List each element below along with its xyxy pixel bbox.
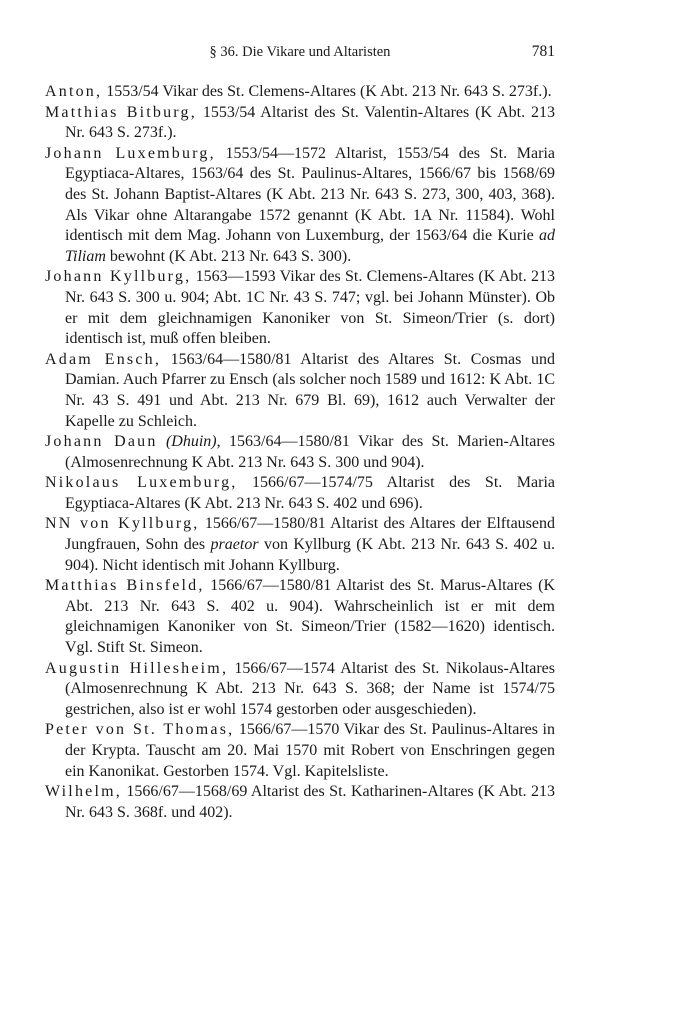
entry-johann-daun: [45, 432, 555, 473]
entry-name: Wilhelm,: [45, 783, 122, 801]
entry-peter-von-st-thomas: [45, 720, 555, 782]
entry-text: 1553/54—1572 Altarist, 1553/54 des St. Maria Egyptiaca-Altares, 1563/64 des St. Paulinus-Altares, 1566/67 bis 1568/69 des St. Johann Baptist-Altares (K Abt. 213 Nr. 643 S. 273, 300, 403, 368). Als Vikar ohne Altarangabe 1572 genannt (K Abt. 1A Nr. 11584). Wohl identisch mit dem Mag. Johann von Luxemburg, der 1563/64 die Kurie: [65, 144, 555, 245]
entry-text: 1553/54 Vikar des St. Clemens-Altares (K Abt. 213 Nr. 643 S. 273f.).: [102, 83, 552, 100]
entry-text: 1566/67—1580/81 Altarist des St. Marus-Altares (K Abt. 213 Nr. 643 S. 402 u. 904). Wahrscheinlich ist er mit dem gleichnamigen Kanoniker von St. Simeon/Trier (1582—1620) identisch. Vgl. Stift St. Simeon.: [65, 577, 556, 657]
entry-name: Adam Ensch,: [45, 350, 162, 368]
entry-nikolaus-luxemburg: [45, 473, 555, 514]
entry-text-continued: von Kyllburg (K Abt. 213 Nr. 643 S. 402 u. 904). Nicht identisch mit Johann Kyllburg.: [65, 536, 556, 574]
entry-name-variant: (Dhuin): [157, 433, 217, 451]
entry-augustin-hillesheim: [45, 659, 555, 721]
entry-text-continued: bewohnt (K Abt. 213 Nr. 643 S. 300).: [105, 247, 352, 265]
entry-list: [45, 82, 555, 823]
entry-name: Augustin Hillesheim,: [45, 659, 229, 677]
entry-name: Johann Daun: [45, 433, 158, 451]
entry-wilhelm: [45, 782, 555, 823]
entry-name: Peter von St. Thomas,: [45, 721, 235, 739]
entry-johann-kyllburg: [45, 267, 555, 349]
section-title: § 36. Die Vikare und Altaristen: [209, 44, 391, 60]
entry-italic-term: praetor: [210, 536, 259, 554]
page-number: 781: [531, 43, 555, 60]
entry-nn-von-kyllburg: [45, 514, 555, 576]
entry-name: NN von Kyllburg,: [45, 515, 200, 533]
entry-name: Johann Kyllburg,: [45, 268, 192, 286]
entry-text: 1566/67—1574/75 Altarist des St. Maria Egyptiaca-Altares (K Abt. 213 Nr. 643 S. 402 und 696).: [65, 474, 555, 512]
entry-name: Anton,: [45, 83, 103, 100]
entry-text: 1563/64—1580/81 Altarist des Altares St. Cosmas und Damian. Auch Pfarrer zu Ensch (als solcher noch 1589 und 1612: K Abt. 1C Nr. 43 S. 491 und Abt. 213 Nr. 679 Bl. 69), 1612 auch Verwalter der Kapelle zu Schleich.: [65, 350, 556, 430]
entry-adam-ensch: [45, 350, 555, 432]
entry-text: 1566/67—1574 Altarist des St. Nikolaus-Altares (Almosenrechnung K Abt. 213 Nr. 643 S. 368; der Name ist 1574/75 gestrichen, also ist er wohl 1574 gestorben oder ausgeschieden).: [65, 659, 556, 718]
entry-italic-term: ad Tiliam: [65, 227, 555, 265]
entry-anton: [45, 82, 555, 103]
entry-name: Matthias Binsfeld,: [45, 577, 205, 595]
entry-johann-luxemburg: [45, 144, 555, 268]
entry-name: Matthias Bitburg,: [45, 103, 197, 121]
entry-text: 1563—1593 Vikar des St. Clemens-Altares (K Abt. 213 Nr. 643 S. 300 u. 904; Abt. 1C Nr. 43 S. 747; vgl. bei Johann Münster). Ob er mit dem gleichnamigen Kanoniker von St. Simeon/Trier (s. dort) identisch ist, muß offen bleiben.: [65, 268, 556, 348]
running-head: [45, 44, 555, 64]
entry-text: , 1563/64—1580/81 Vikar des St. Marien-Altares (Almosenrechnung K Abt. 213 Nr. 643 S. 300 und 904).: [65, 433, 556, 471]
entry-text: 1566/67—1568/69 Altarist des St. Katharinen-Altares (K Abt. 213 Nr. 643 S. 368f. und 402).: [65, 783, 555, 821]
entry-name: Johann Luxemburg,: [45, 144, 216, 162]
entry-name: Nikolaus Luxemburg,: [45, 474, 238, 492]
entry-text: 1553/54 Altarist des St. Valentin-Altares (K Abt. 213 Nr. 643 S. 273f.).: [65, 103, 555, 142]
entry-matthias-bitburg: [45, 103, 555, 144]
entry-text: 1566/67—1570 Vikar des St. Paulinus-Altares in der Krypta. Tauscht am 20. Mai 1570 mit Robert von Enschringen gegen ein Kanonikat. Gestorben 1574. Vgl. Kapitelsliste.: [65, 721, 555, 780]
entry-matthias-binsfeld: [45, 576, 555, 658]
entry-text: 1566/67—1580/81 Altarist des Altares der Elftausend Jungfrauen, Sohn des: [65, 515, 556, 554]
